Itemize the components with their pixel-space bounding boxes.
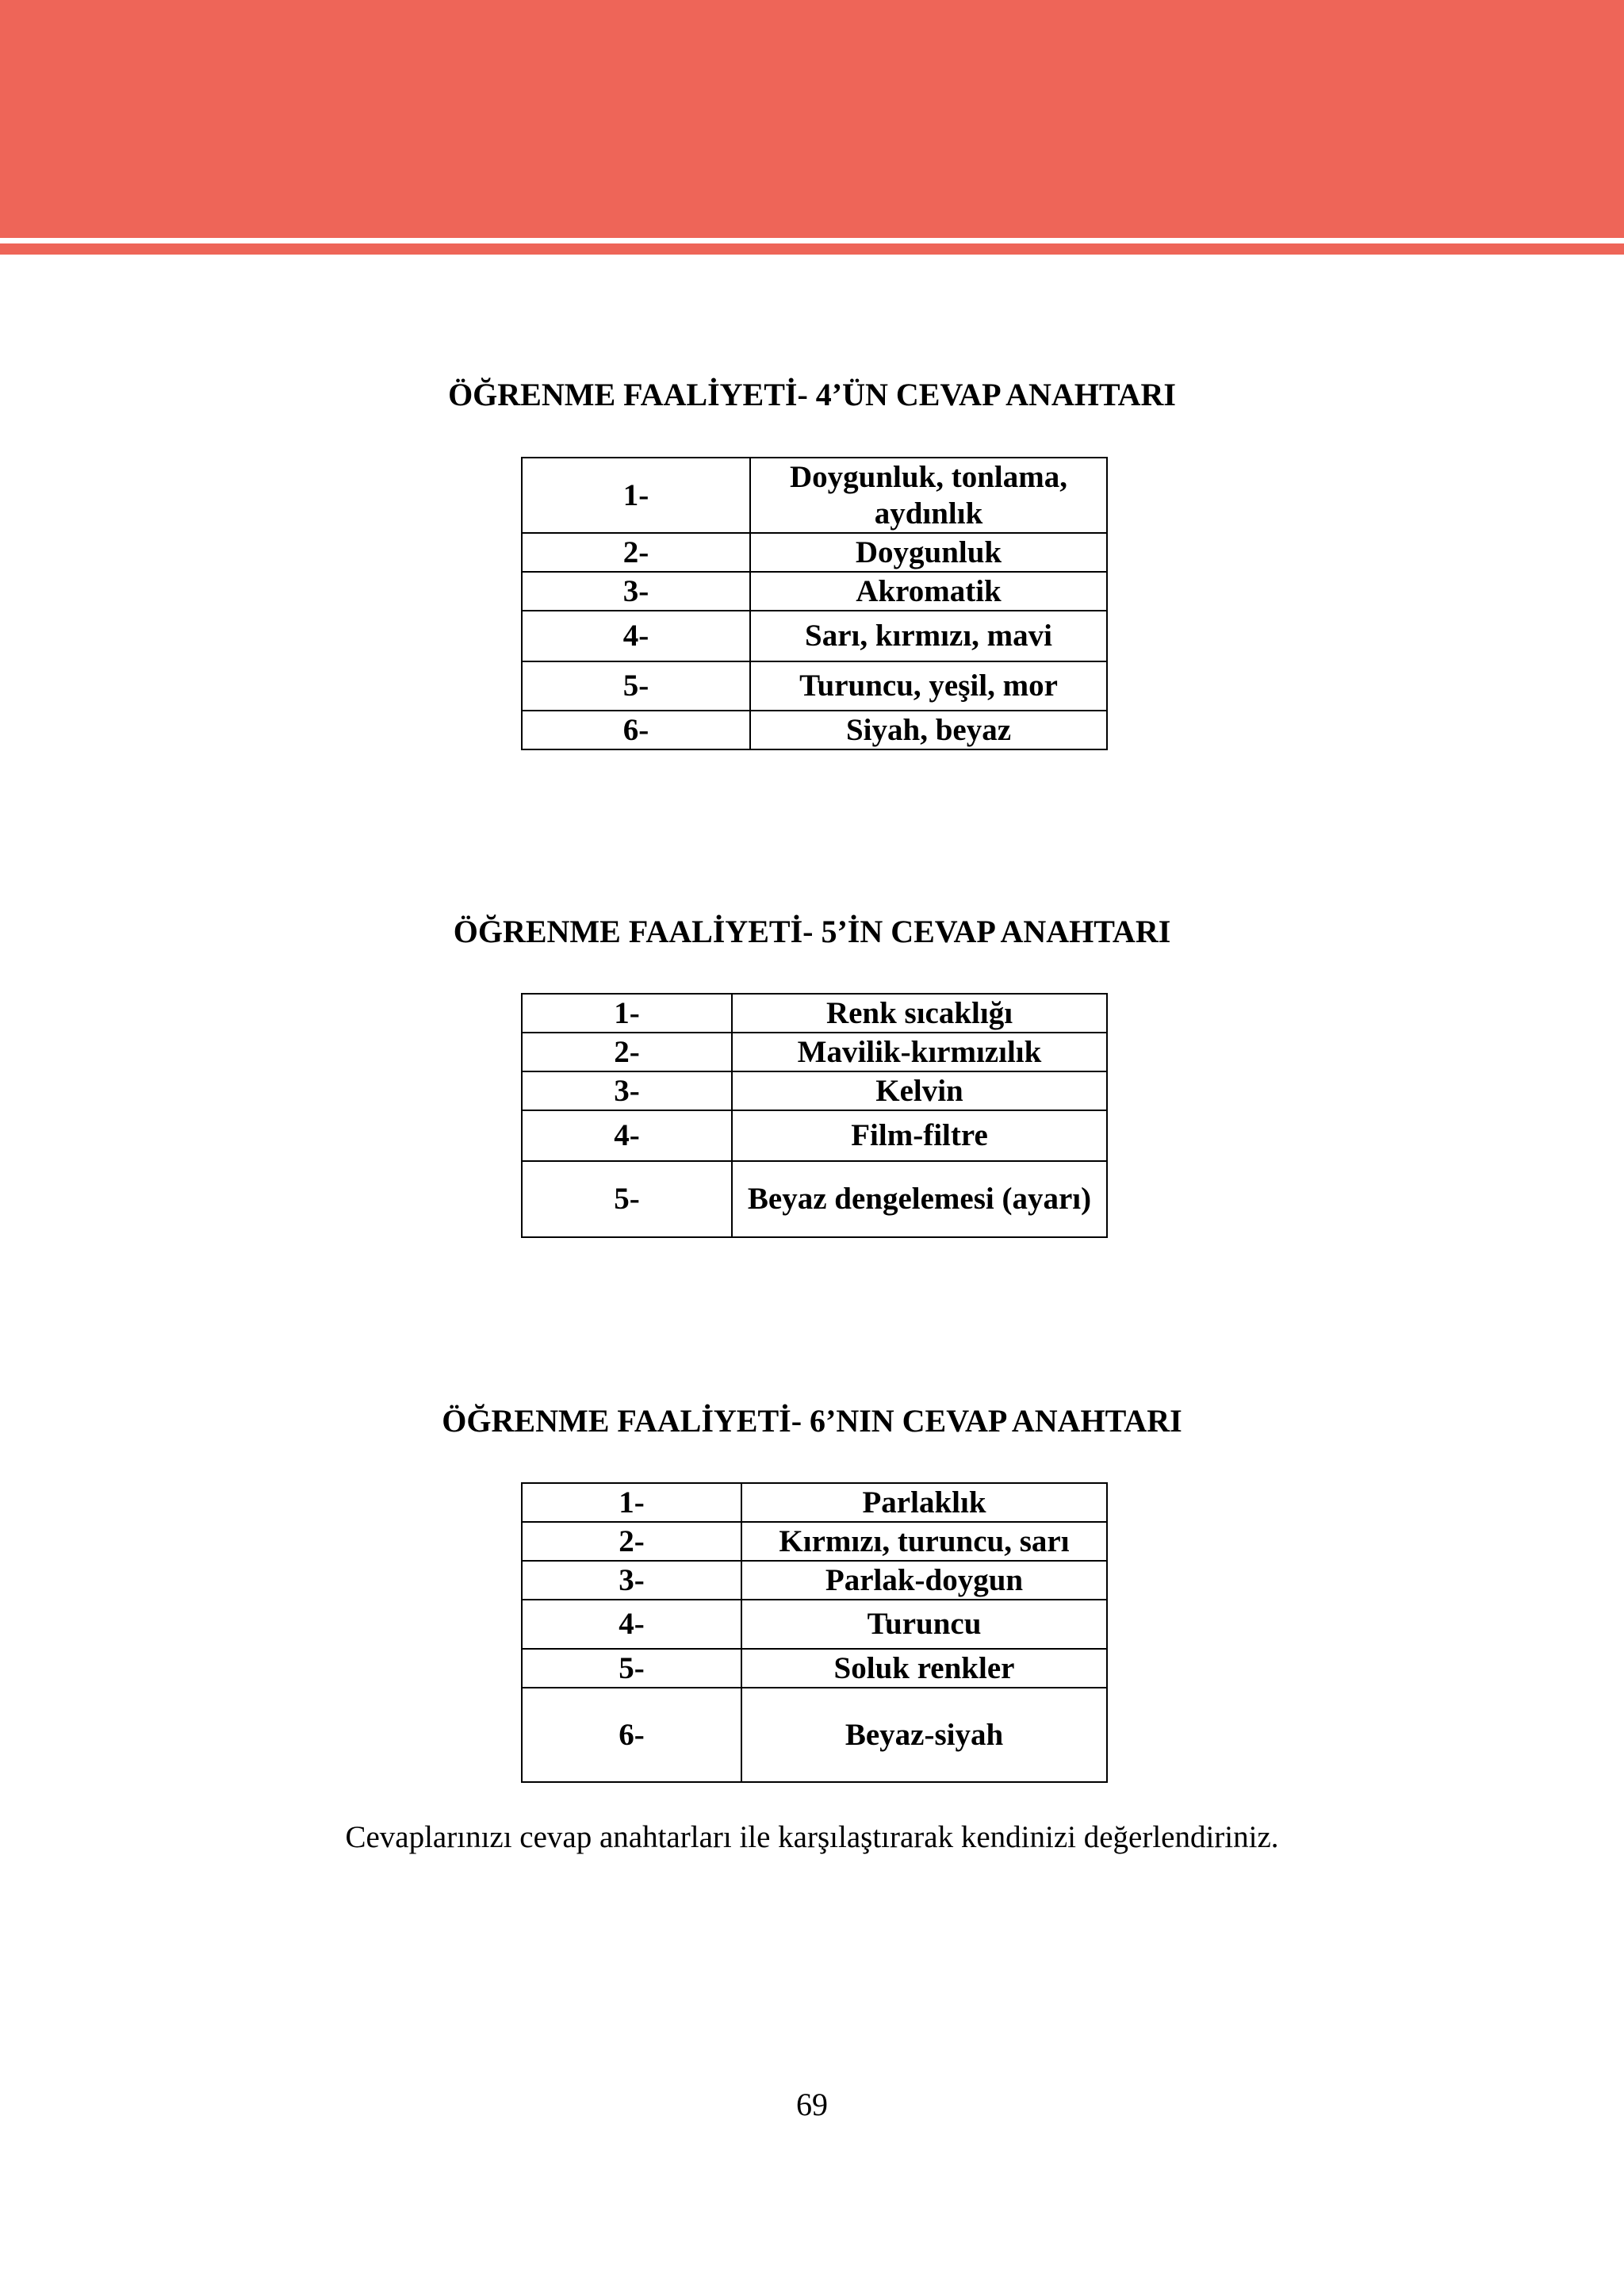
table-row [522,1110,1107,1161]
row-number: 4- [522,1110,732,1161]
row-number: 4- [522,1600,741,1649]
row-answer: Siyah, beyaz [750,711,1107,749]
table-row [522,1033,1107,1071]
page-number: 69 [796,2087,828,2122]
table-row [522,1600,1107,1649]
row-number: 3- [522,1561,741,1600]
section-5-title: ÖĞRENME FAALİYETİ- 5’İN CEVAP ANAHTARI [453,914,1171,949]
table-row [522,1561,1107,1600]
instruction-text: Cevaplarınızı cevap anahtarları ile karşılaştırarak kendinizi değerlendiriniz. [345,1820,1279,1854]
row-answer: Film-filtre [732,1110,1107,1161]
header-stripe [0,243,1624,255]
row-number: 6- [522,1688,741,1782]
answer-key-table-6 [521,1482,1108,1783]
section-6-title: ÖĞRENME FAALİYETİ- 6’NIN CEVAP ANAHTARI [442,1403,1182,1439]
row-answer: Mavilik-kırmızılık [732,1033,1107,1071]
row-answer: Doygunluk [750,533,1107,572]
row-answer: Soluk renkler [741,1649,1107,1688]
row-number: 1- [522,994,732,1033]
row-answer: Parlak-doygun [741,1561,1107,1600]
row-answer: Akromatik [750,572,1107,611]
table-row [522,994,1107,1033]
table-row [522,1161,1107,1237]
table-row [522,661,1107,711]
row-answer: Beyaz dengelemesi (ayarı) [732,1161,1107,1237]
row-number: 5- [522,1649,741,1688]
table-row [522,1649,1107,1688]
answer-key-table-5 [521,993,1108,1238]
row-number: 5- [522,1161,732,1237]
row-number: 5- [522,661,750,711]
header-band [0,0,1624,238]
table-row [522,711,1107,749]
table-row [522,458,1107,533]
row-answer: Sarı, kırmızı, mavi [750,611,1107,661]
row-number: 2- [522,1522,741,1561]
header-gap [0,238,1624,243]
table-row [522,1483,1107,1522]
table-row [522,1688,1107,1782]
row-answer: Renk sıcaklığı [732,994,1107,1033]
row-answer: Beyaz-siyah [741,1688,1107,1782]
row-answer: Parlaklık [741,1483,1107,1522]
row-answer: Turuncu, yeşil, mor [750,661,1107,711]
row-number: 3- [522,1071,732,1110]
row-answer: Kırmızı, turuncu, sarı [741,1522,1107,1561]
answer-key-table-4 [521,457,1108,750]
row-number: 3- [522,572,750,611]
row-number: 1- [522,1483,741,1522]
row-answer: Doygunluk, tonlama, aydınlık [750,458,1107,533]
table-row [522,1522,1107,1561]
table-row [522,572,1107,611]
row-number: 4- [522,611,750,661]
row-number: 2- [522,533,750,572]
row-number: 2- [522,1033,732,1071]
row-answer: Turuncu [741,1600,1107,1649]
table-row [522,533,1107,572]
table-row [522,1071,1107,1110]
row-answer: Kelvin [732,1071,1107,1110]
row-number: 6- [522,711,750,749]
row-number: 1- [522,458,750,533]
section-4-title: ÖĞRENME FAALİYETİ- 4’ÜN CEVAP ANAHTARI [448,377,1176,412]
table-row [522,611,1107,661]
